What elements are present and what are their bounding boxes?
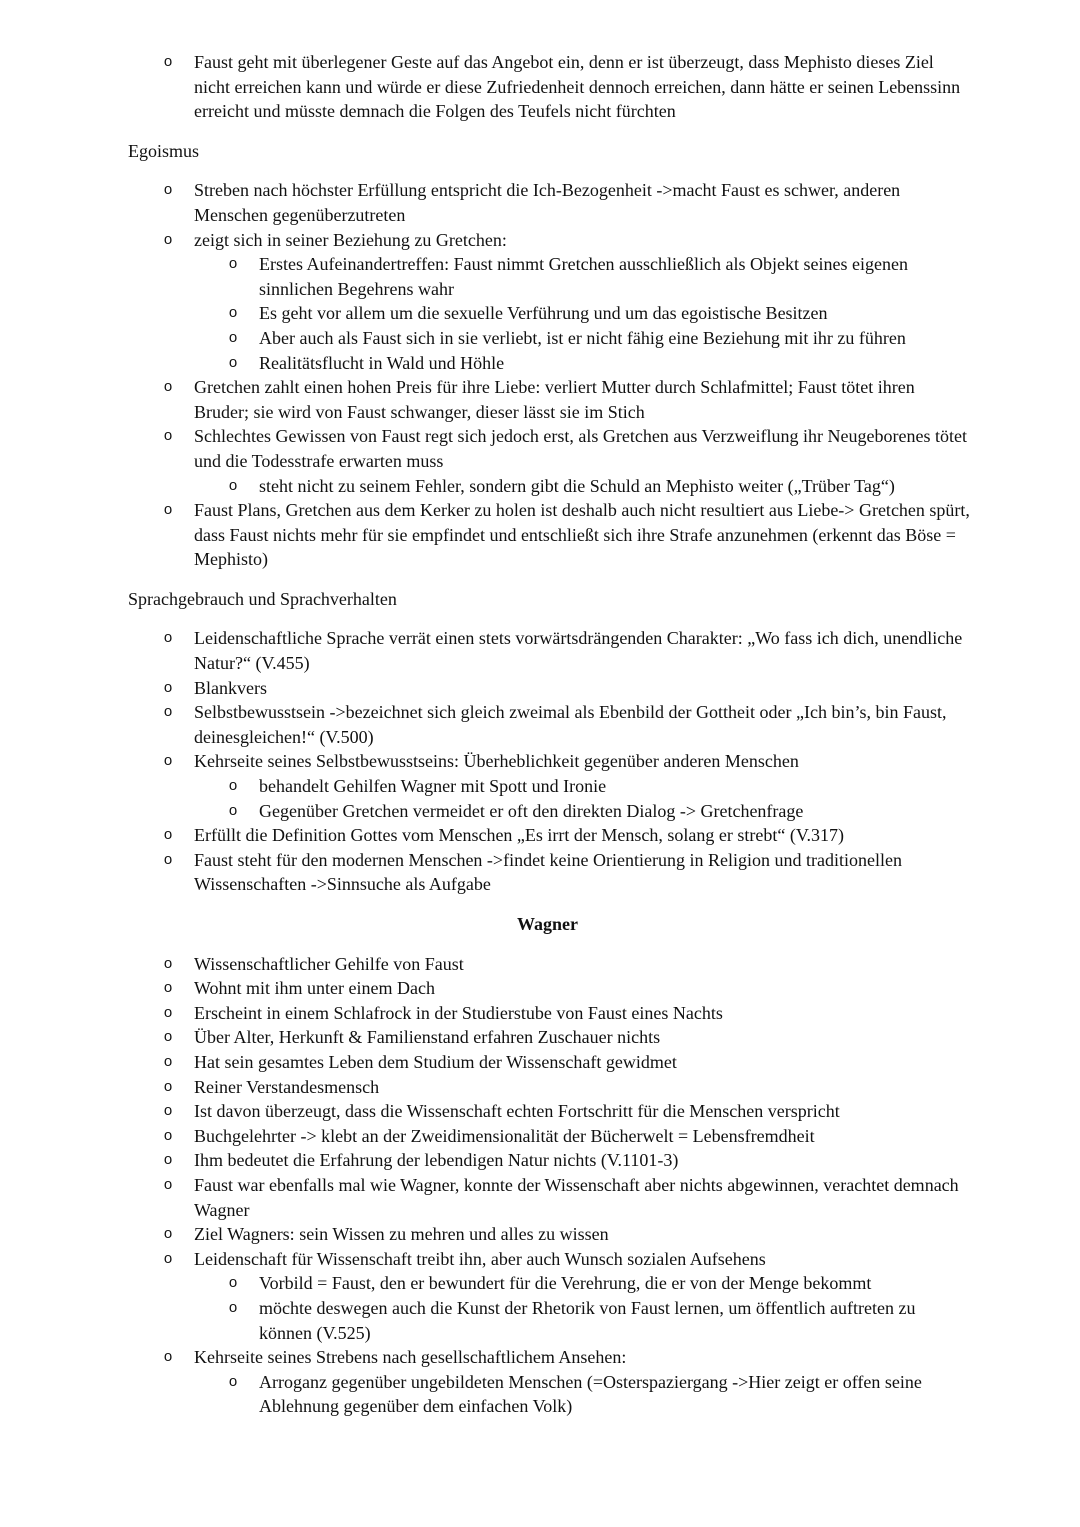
list-item <box>0 498 1080 572</box>
bullet-circle-icon: o <box>163 378 173 396</box>
bullet-circle-icon: o <box>228 304 238 322</box>
list-item-text: Reiner Verstandesmensch <box>194 1076 380 1097</box>
section-heading: Egoismus <box>128 140 200 161</box>
bullet-circle-icon: o <box>163 954 173 972</box>
bullet-circle-icon: o <box>163 1077 173 1095</box>
list-item <box>0 1247 1080 1272</box>
bullet-circle-icon: o <box>163 1225 173 1243</box>
sub-list-item <box>0 474 1080 499</box>
bullet-circle-icon: o <box>163 181 173 199</box>
bullet-circle-icon: o <box>163 703 173 721</box>
bullet-circle-icon: o <box>228 255 238 273</box>
bullet-list <box>0 50 1080 124</box>
bullet-circle-icon: o <box>163 678 173 696</box>
list-item-text: Aber auch als Faust sich in sie verliebt, ist er nicht fähig eine Beziehung mit ihr zu führen <box>259 327 906 348</box>
bullet-circle-icon: o <box>228 1372 238 1390</box>
bullet-circle-icon: o <box>163 752 173 770</box>
list-item <box>0 626 1080 675</box>
sub-list-item <box>0 1370 1080 1419</box>
list-item-text: Erstes Aufeinandertreffen: Faust nimmt Gretchen ausschließlich als Objekt seines eigenen sinnlichen Begehrens wahr <box>259 254 908 299</box>
list-item-text: Streben nach höchster Erfüllung entspricht die Ich-Bezogenheit ->macht Faust es schwer, anderen Menschen gegenüberzutreten <box>194 180 901 225</box>
list-item-text: Faust war ebenfalls mal wie Wagner, konnte der Wissenschaft aber nichts abgewinnen, verachtet demnach Wagner <box>194 1174 959 1220</box>
bullet-circle-icon: o <box>163 826 173 844</box>
bullet-circle-icon: o <box>163 1028 173 1046</box>
sub-list-item <box>0 799 1080 824</box>
list-item-text: behandelt Gehilfen Wagner mit Spott und Ironie <box>259 776 607 797</box>
sub-list-item <box>0 301 1080 326</box>
bullet-circle-icon: o <box>163 1052 173 1070</box>
list-item-text: Kehrseite seines Strebens nach gesellschaftlichem Ansehen: <box>194 1347 627 1368</box>
list-item-text: Gegenüber Gretchen vermeidet er oft den direkten Dialog -> Gretchenfrage <box>259 800 804 821</box>
list-item <box>0 228 1080 253</box>
bullet-circle-icon: o <box>228 801 238 819</box>
list-item <box>0 848 1080 897</box>
bullet-circle-icon: o <box>163 1126 173 1144</box>
list-item-text: Buchgelehrter -> klebt an der Zweidimensionalität der Bücherwelt = Lebensfremdheit <box>194 1125 815 1146</box>
list-item-text: möchte deswegen auch die Kunst der Rhetorik von Faust lernen, um öffentlich auftreten zu können (V.525) <box>259 1297 916 1343</box>
list-item-text: Hat sein gesamtes Leben dem Studium der Wissenschaft gewidmet <box>194 1051 677 1072</box>
list-item-text: Es geht vor allem um die sexuelle Verführung und um das egoistische Besitzen <box>259 303 828 324</box>
list-item <box>0 1222 1080 1247</box>
list-item-text: Leidenschaftliche Sprache verrät einen stets vorwärtsdrängenden Charakter: „Wo fass ich dich, unendliche Natur?“ (V.455) <box>194 628 963 674</box>
list-item-text: Ist davon überzeugt, dass die Wissenschaft echten Fortschritt für die Menschen verspricht <box>194 1101 840 1122</box>
sub-list-item <box>0 1296 1080 1345</box>
bullet-circle-icon: o <box>163 1102 173 1120</box>
list-item-text: Schlechtes Gewissen von Faust regt sich jedoch erst, als Gretchen aus Verzweiflung ihr Neugeborenes tötet und die Todesstrafe erwarten muss <box>194 426 967 471</box>
bullet-circle-icon: o <box>163 979 173 997</box>
list-item-text: Wissenschaftlicher Gehilfe von Faust <box>194 953 464 974</box>
bullet-circle-icon: o <box>228 1298 238 1316</box>
list-item-text: Ihm bedeutet die Erfahrung der lebendigen Natur nichts (V.1101-3) <box>194 1150 679 1171</box>
list-item <box>0 1050 1080 1075</box>
sub-list-item <box>0 351 1080 376</box>
list-item-text: Leidenschaft für Wissenschaft treibt ihn, aber auch Wunsch sozialen Aufsehens <box>194 1248 766 1269</box>
list-item <box>0 178 1080 227</box>
bullet-circle-icon: o <box>228 476 238 494</box>
list-item-text: Über Alter, Herkunft & Familienstand erfahren Zuschauer nichts <box>194 1027 661 1048</box>
section-heading: Sprachgebrauch und Sprachverhalten <box>128 588 397 609</box>
sub-list-item <box>0 252 1080 301</box>
list-item-text: Arroganz gegenüber ungebildeten Menschen (=Osterspaziergang ->Hier zeigt er offen seine Ablehnung gegenüber dem einfachen Volk) <box>259 1371 922 1417</box>
list-item <box>0 1345 1080 1370</box>
list-item-text: Realitätsflucht in Wald und Höhle <box>259 352 505 373</box>
sub-list-item <box>0 326 1080 351</box>
list-item-text: zeigt sich in seiner Beziehung zu Gretchen: <box>194 229 507 250</box>
bullet-circle-icon: o <box>163 1348 173 1366</box>
bullet-circle-icon: o <box>228 328 238 346</box>
bullet-list <box>0 178 1080 572</box>
bullet-circle-icon: o <box>163 629 173 647</box>
bullet-circle-icon: o <box>163 501 173 519</box>
bullet-list <box>0 626 1080 897</box>
list-item <box>0 823 1080 848</box>
list-item <box>0 50 1080 124</box>
list-item <box>0 1075 1080 1100</box>
bullet-list <box>0 952 1080 1419</box>
bullet-circle-icon: o <box>228 1274 238 1292</box>
list-item-text: Faust steht für den modernen Menschen ->findet keine Orientierung in Religion und traditionellen Wissenschaften ->Sinnsuche als Aufgabe <box>194 849 902 895</box>
bullet-circle-icon: o <box>163 427 173 445</box>
bullet-circle-icon: o <box>228 777 238 795</box>
list-item <box>0 1001 1080 1026</box>
bullet-circle-icon: o <box>163 53 173 70</box>
list-item-text: Erscheint in einem Schlafrock in der Studierstube von Faust eines Nachts <box>194 1002 723 1023</box>
list-item-text: steht nicht zu seinem Fehler, sondern gibt die Schuld an Mephisto weiter („Trüber Tag“) <box>259 475 895 496</box>
bullet-circle-icon: o <box>163 1151 173 1169</box>
section-title: Wagner <box>517 914 578 934</box>
list-item-text: Gretchen zahlt einen hohen Preis für ihre Liebe: verliert Mutter durch Schlafmittel; Faust tötet ihren Bruder; sie wird von Faust schwanger, dieser lässt sie im Stich <box>194 377 915 422</box>
list-item <box>0 700 1080 749</box>
bullet-circle-icon: o <box>163 850 173 868</box>
list-item <box>0 1148 1080 1173</box>
list-item-text: Kehrseite seines Selbstbewusstseins: Überheblichkeit gegenüber anderen Menschen <box>194 751 799 772</box>
list-item <box>0 1025 1080 1050</box>
list-item-text: Faust Plans, Gretchen aus dem Kerker zu holen ist deshalb auch nicht resultiert aus Liebe-> Gretchen spürt, dass Faust nichts mehr für sie empfindet und entschließt sich ihre Strafe anzunehmen (erkennt das Böse = Mephisto) <box>194 500 970 570</box>
bullet-circle-icon: o <box>163 230 173 248</box>
document-page <box>0 50 1080 1419</box>
bullet-circle-icon: o <box>163 1249 173 1267</box>
bullet-circle-icon: o <box>163 1003 173 1021</box>
list-item <box>0 976 1080 1001</box>
sub-list-item <box>0 1271 1080 1296</box>
bullet-circle-icon: o <box>228 353 238 371</box>
list-item <box>0 1173 1080 1222</box>
list-item-text: Blankvers <box>194 677 267 698</box>
list-item-text: Selbstbewusstsein ->bezeichnet sich gleich zweimal als Ebenbild der Gottheit oder „Ich bin’s, bin Faust, deinesgleichen!“ (V.500) <box>194 702 947 747</box>
bullet-circle-icon: o <box>163 1175 173 1193</box>
list-item-text: Ziel Wagners: sein Wissen zu mehren und alles zu wissen <box>194 1224 609 1245</box>
list-item <box>0 676 1080 701</box>
list-item <box>0 749 1080 774</box>
list-item-text: Vorbild = Faust, den er bewundert für die Verehrung, die er von der Menge bekommt <box>259 1273 872 1294</box>
list-item <box>0 952 1080 977</box>
list-item <box>0 1099 1080 1124</box>
sub-list-item <box>0 774 1080 799</box>
list-item-text: Wohnt mit ihm unter einem Dach <box>194 978 435 999</box>
list-item <box>0 1124 1080 1149</box>
list-item-text: Faust geht mit überlegener Geste auf das Angebot ein, denn er ist überzeugt, dass Mephisto dieses Ziel nicht erreichen kann und würde er diese Zufriedenheit dennoch erreichen, dann hätte er seinen Lebenssinn erreicht und müsste demnach die Folgen des Teufels nicht fürchten <box>194 52 961 122</box>
list-item <box>0 424 1080 473</box>
list-item <box>0 375 1080 424</box>
list-item-text: Erfüllt die Definition Gottes vom Menschen „Es irrt der Mensch, solang er strebt“ (V.317) <box>194 825 845 846</box>
